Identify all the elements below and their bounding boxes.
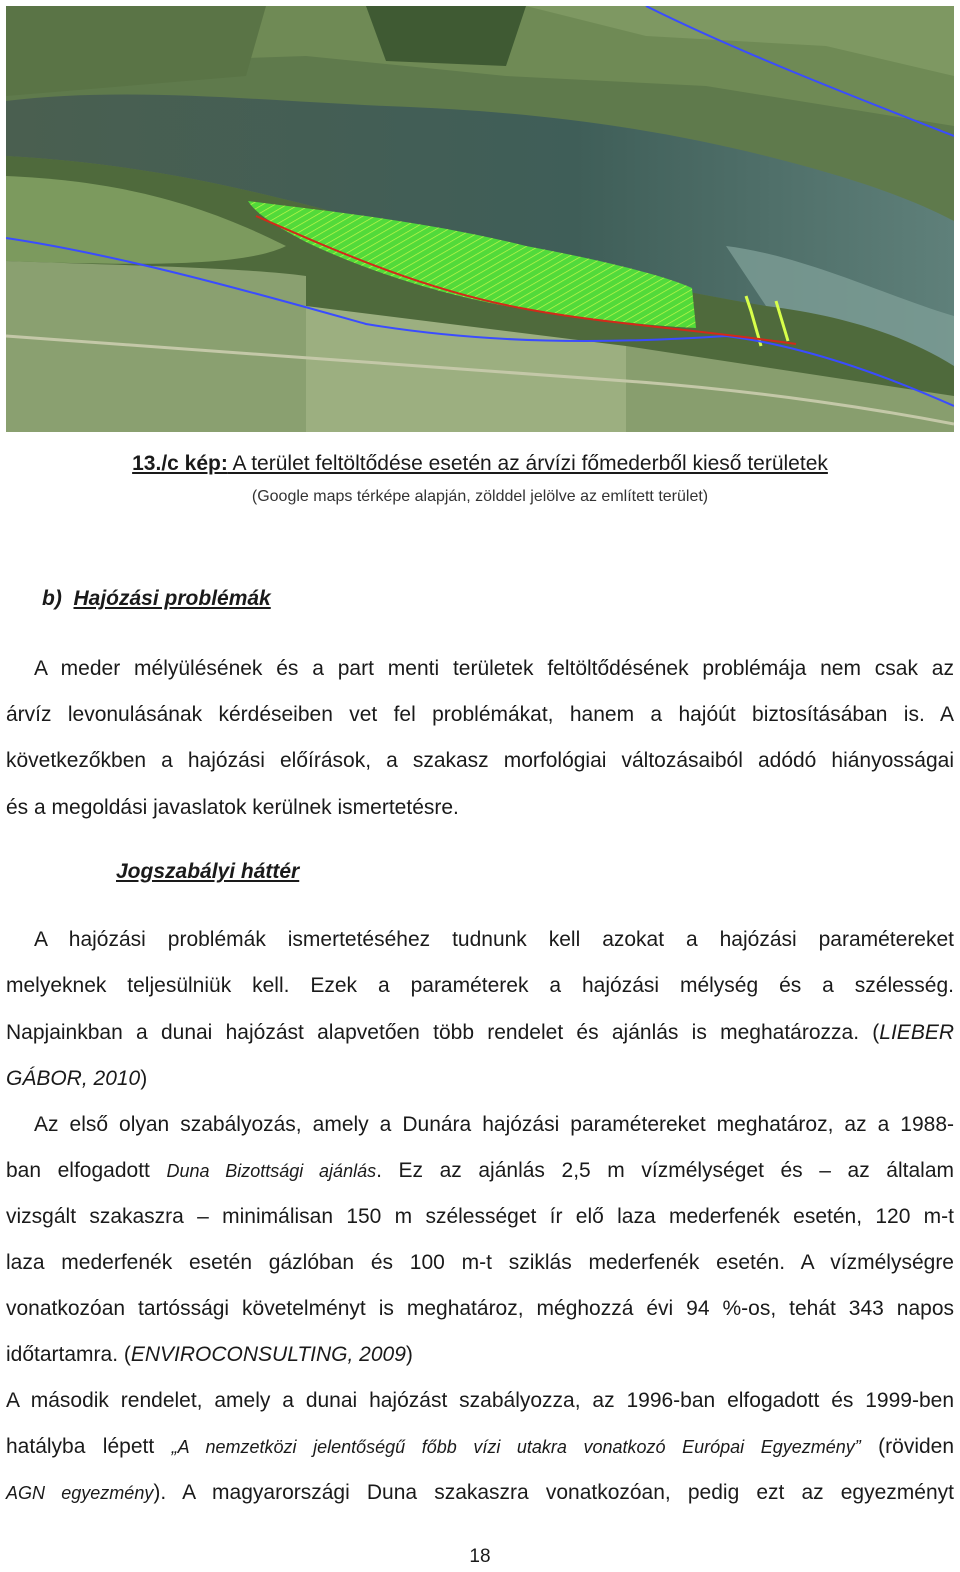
para4-line-2-a: hatályba lépett bbox=[6, 1435, 172, 1458]
figure-caption-text: A terület feltöltődése esetén az árvízi főmederből kieső területek bbox=[227, 452, 828, 475]
para1-line-1: A meder mélyülésének és a part menti területek feltöltődésének problémája nem csak az bbox=[34, 657, 954, 680]
section-heading-b bbox=[42, 587, 271, 611]
citation-lieber: LIEBER bbox=[879, 1021, 954, 1044]
section-title: Hajózási problémák bbox=[73, 587, 271, 610]
para2-line-2: melyeknek teljesülniük kell. Ezek a paraméterek a hajózási mélység és a szélesség. bbox=[6, 974, 954, 997]
para3-line-6-a: időtartamra. ( bbox=[6, 1343, 131, 1366]
para1-line-2: árvíz levonulásának kérdéseiben vet fel problémákat, hanem a hajóút biztosításában is. A bbox=[6, 703, 954, 726]
para3-line-2-c: . Ez az ajánlás 2,5 m vízmélységet és – az általam bbox=[376, 1159, 954, 1182]
para4-line-1: A második rendelet, amely a dunai hajózást szabályozza, az 1996-ban elfogadott és 1999-ben bbox=[6, 1389, 954, 1412]
map-graphic bbox=[6, 6, 954, 432]
para3-line-4: laza mederfenék esetén gázlóban és 100 m-t sziklás mederfenék esetén. A vízmélységre bbox=[6, 1251, 954, 1274]
duna-bizottsagi-ajanlas: Duna Bizottsági ajánlás bbox=[166, 1161, 377, 1181]
para2-line-4 bbox=[6, 1066, 954, 1092]
para4-line-3-b: ). A magyarországi Duna szakaszra vonatkozóan, pedig ezt az egyezményt bbox=[153, 1481, 954, 1504]
para4-line-2 bbox=[6, 1434, 954, 1460]
section-marker: b) bbox=[42, 587, 62, 610]
agn-egyezmeny: AGN egyezmény bbox=[6, 1483, 154, 1503]
para3-line-6 bbox=[6, 1342, 954, 1368]
para3-line-6-c: ) bbox=[405, 1343, 413, 1366]
citation-close: ) bbox=[140, 1067, 148, 1090]
para2-line-1: A hajózási problémák ismertetéséhez tudnunk kell azokat a hajózási paramétereket bbox=[34, 928, 954, 951]
para3-line-3: vizsgált szakaszra – minimálisan 150 m szélességet ír elő laza mederfenék esetén, 120 m-t bbox=[6, 1205, 954, 1228]
para3-line-1: Az első olyan szabályozás, amely a Dunára hajózási paramétereket meghatároz, az a 1988- bbox=[34, 1113, 954, 1136]
para4-line-2-c: (röviden bbox=[860, 1435, 955, 1458]
para2-line-3 bbox=[6, 1020, 954, 1046]
satellite-map-image bbox=[6, 6, 954, 432]
subsection-heading: Jogszabályi háttér bbox=[116, 860, 300, 883]
figure-caption bbox=[0, 452, 960, 476]
page-number: 18 bbox=[469, 1546, 491, 1567]
figure-caption-source: (Google maps térképe alapján, zölddel jelölve az említett terület) bbox=[251, 488, 709, 505]
para3-line-5: vonatkozóan tartóssági követelményt is meghatároz, méghozzá évi 94 %-os, tehát 343 napos bbox=[6, 1297, 954, 1320]
para3-line-2 bbox=[6, 1158, 954, 1184]
agn-full-title: „A nemzetközi jelentőségű főbb vízi utakra vonatkozó Európai Egyezmény” bbox=[171, 1437, 861, 1457]
para1-line-3: következőkben a hajózási előírások, a szakasz morfológiai változásaiból adódó hiányosságai bbox=[6, 749, 954, 772]
citation-enviroconsulting: ENVIROCONSULTING, 2009 bbox=[130, 1343, 406, 1366]
para4-line-3 bbox=[6, 1480, 954, 1506]
para1-line-4: és a megoldási javaslatok kerülnek ismertetésre. bbox=[6, 796, 459, 819]
figure-number: 13./c kép: bbox=[132, 452, 228, 475]
para3-line-2-a: ban elfogadott bbox=[6, 1159, 167, 1182]
citation-gabor: GÁBOR, 2010 bbox=[6, 1067, 141, 1090]
para2-line-3-text: Napjainkban a dunai hajózást alapvetően több rendelet és ajánlás is meghatározza. ( bbox=[6, 1021, 880, 1044]
